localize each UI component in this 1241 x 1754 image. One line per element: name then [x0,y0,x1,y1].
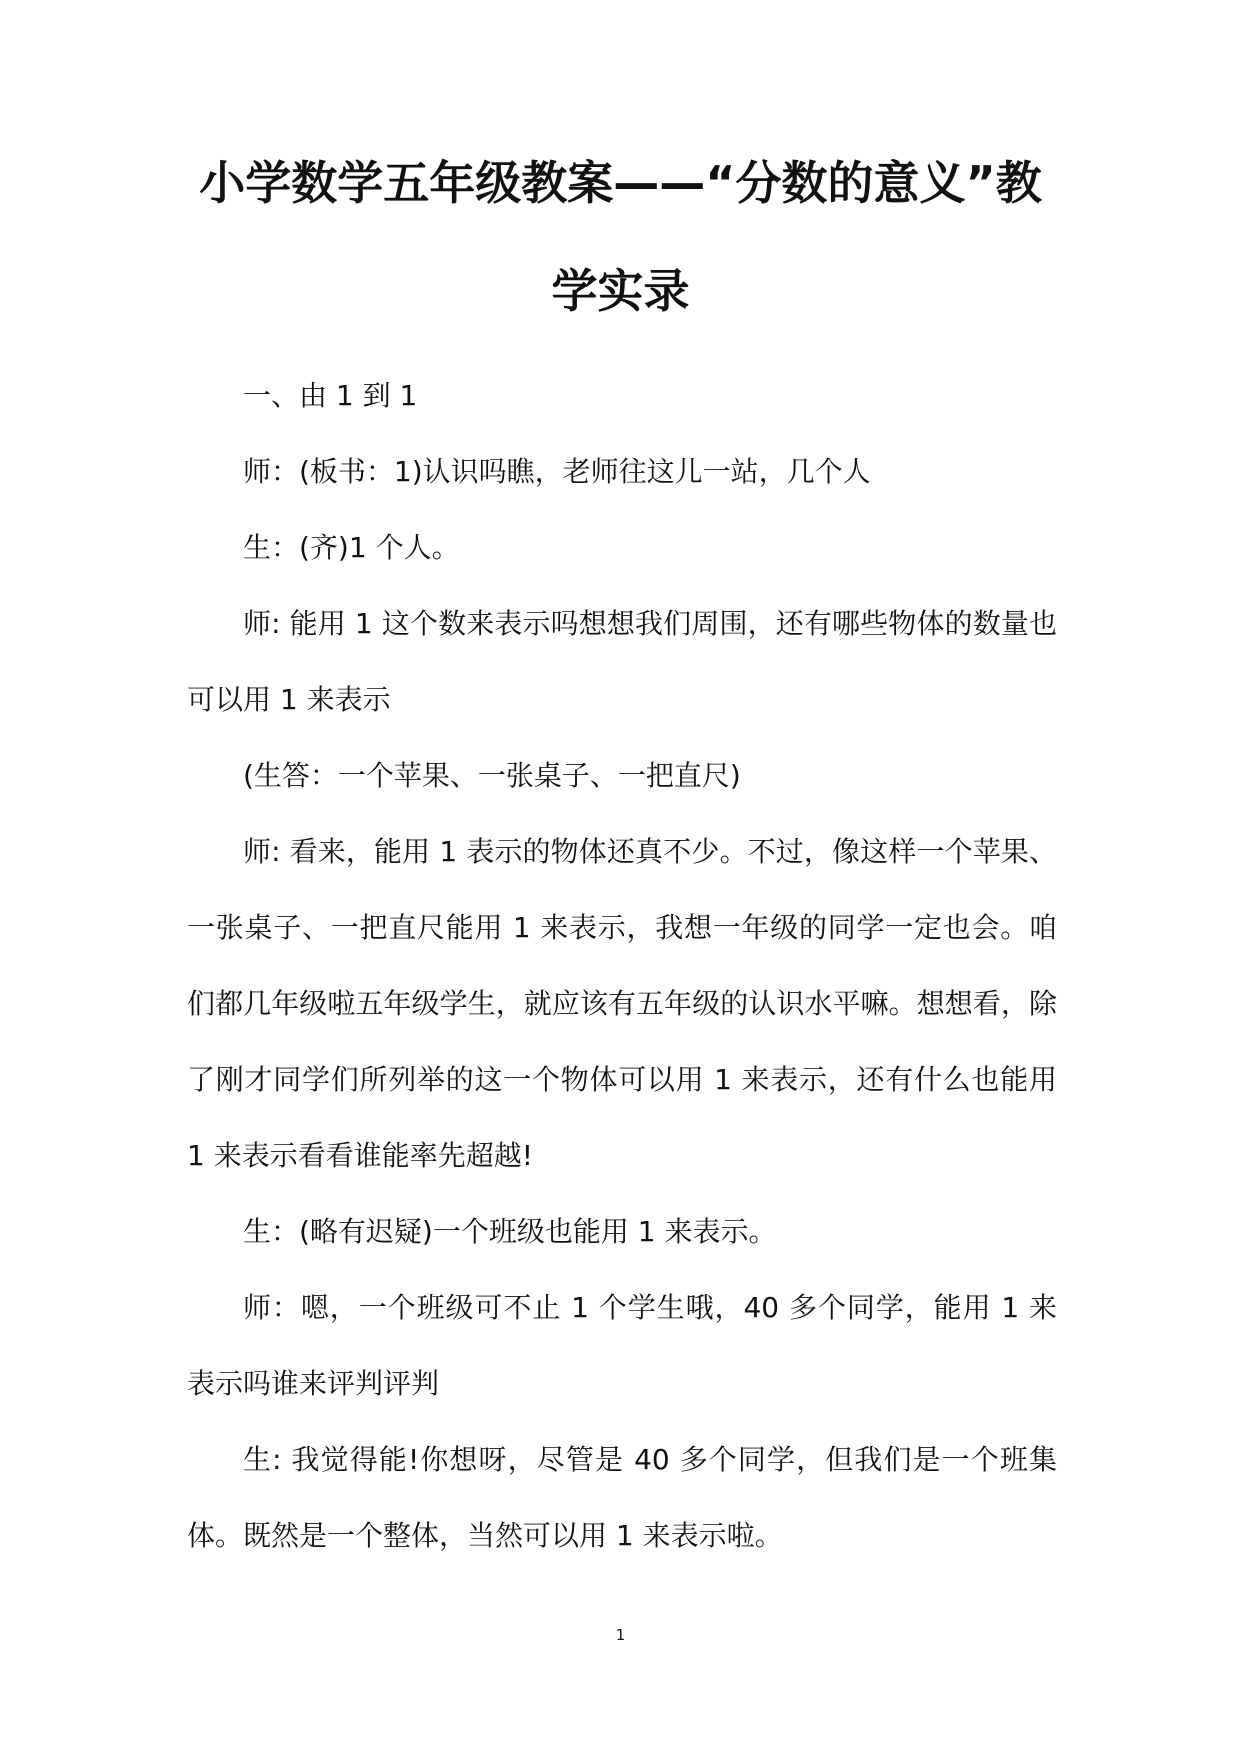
paragraph-teacher-3: 师: 看来，能用 1 表示的物体还真不少。不过，像这样一个苹果、一张桌子、一把直尺能用 1 来表示，我想一年级的同学一定也会。咱们都几年级啦五年级学生，就应该有五年级的认识水平嘛。想想看，除了刚才同学们所列举的这一个物体可以用 1 来表示，还有什么也能用 1 来表示看看谁能率先超越! [187,835,1057,1172]
paragraph-student-2: 生：(略有迟疑)一个班级也能用 1 来表示。 [243,1215,777,1248]
page-number: 1 [615,1626,626,1644]
paragraph-student-answers: (生答：一个苹果、一张桌子、一把直尺) [243,759,741,792]
paragraph-teacher-4: 师：嗯，一个班级可不止 1 个学生哦，40 多个同学，能用 1 来表示吗谁来评判评判 [187,1291,1057,1400]
paragraph-teacher-2: 师: 能用 1 这个数来表示吗想想我们周围，还有哪些物体的数量也可以用 1 来表示 [187,607,1057,716]
paragraph-section-heading: 一、由 1 到 1 [243,379,418,412]
document-title-line-2: 学实录 [551,264,690,318]
document-title-line-1: 小学数学五年级教案——“分数的意义”教 [199,156,1042,210]
paragraph-student-1: 生：(齐)1 个人。 [243,531,460,564]
paragraph-teacher-1: 师：(板书：1)认识吗瞧，老师往这儿一站，几个人 [243,455,871,488]
paragraph-student-3: 生: 我觉得能!你想呀，尽管是 40 多个同学，但我们是一个班集体。既然是一个整体，当然可以用 1 来表示啦。 [187,1443,1057,1552]
